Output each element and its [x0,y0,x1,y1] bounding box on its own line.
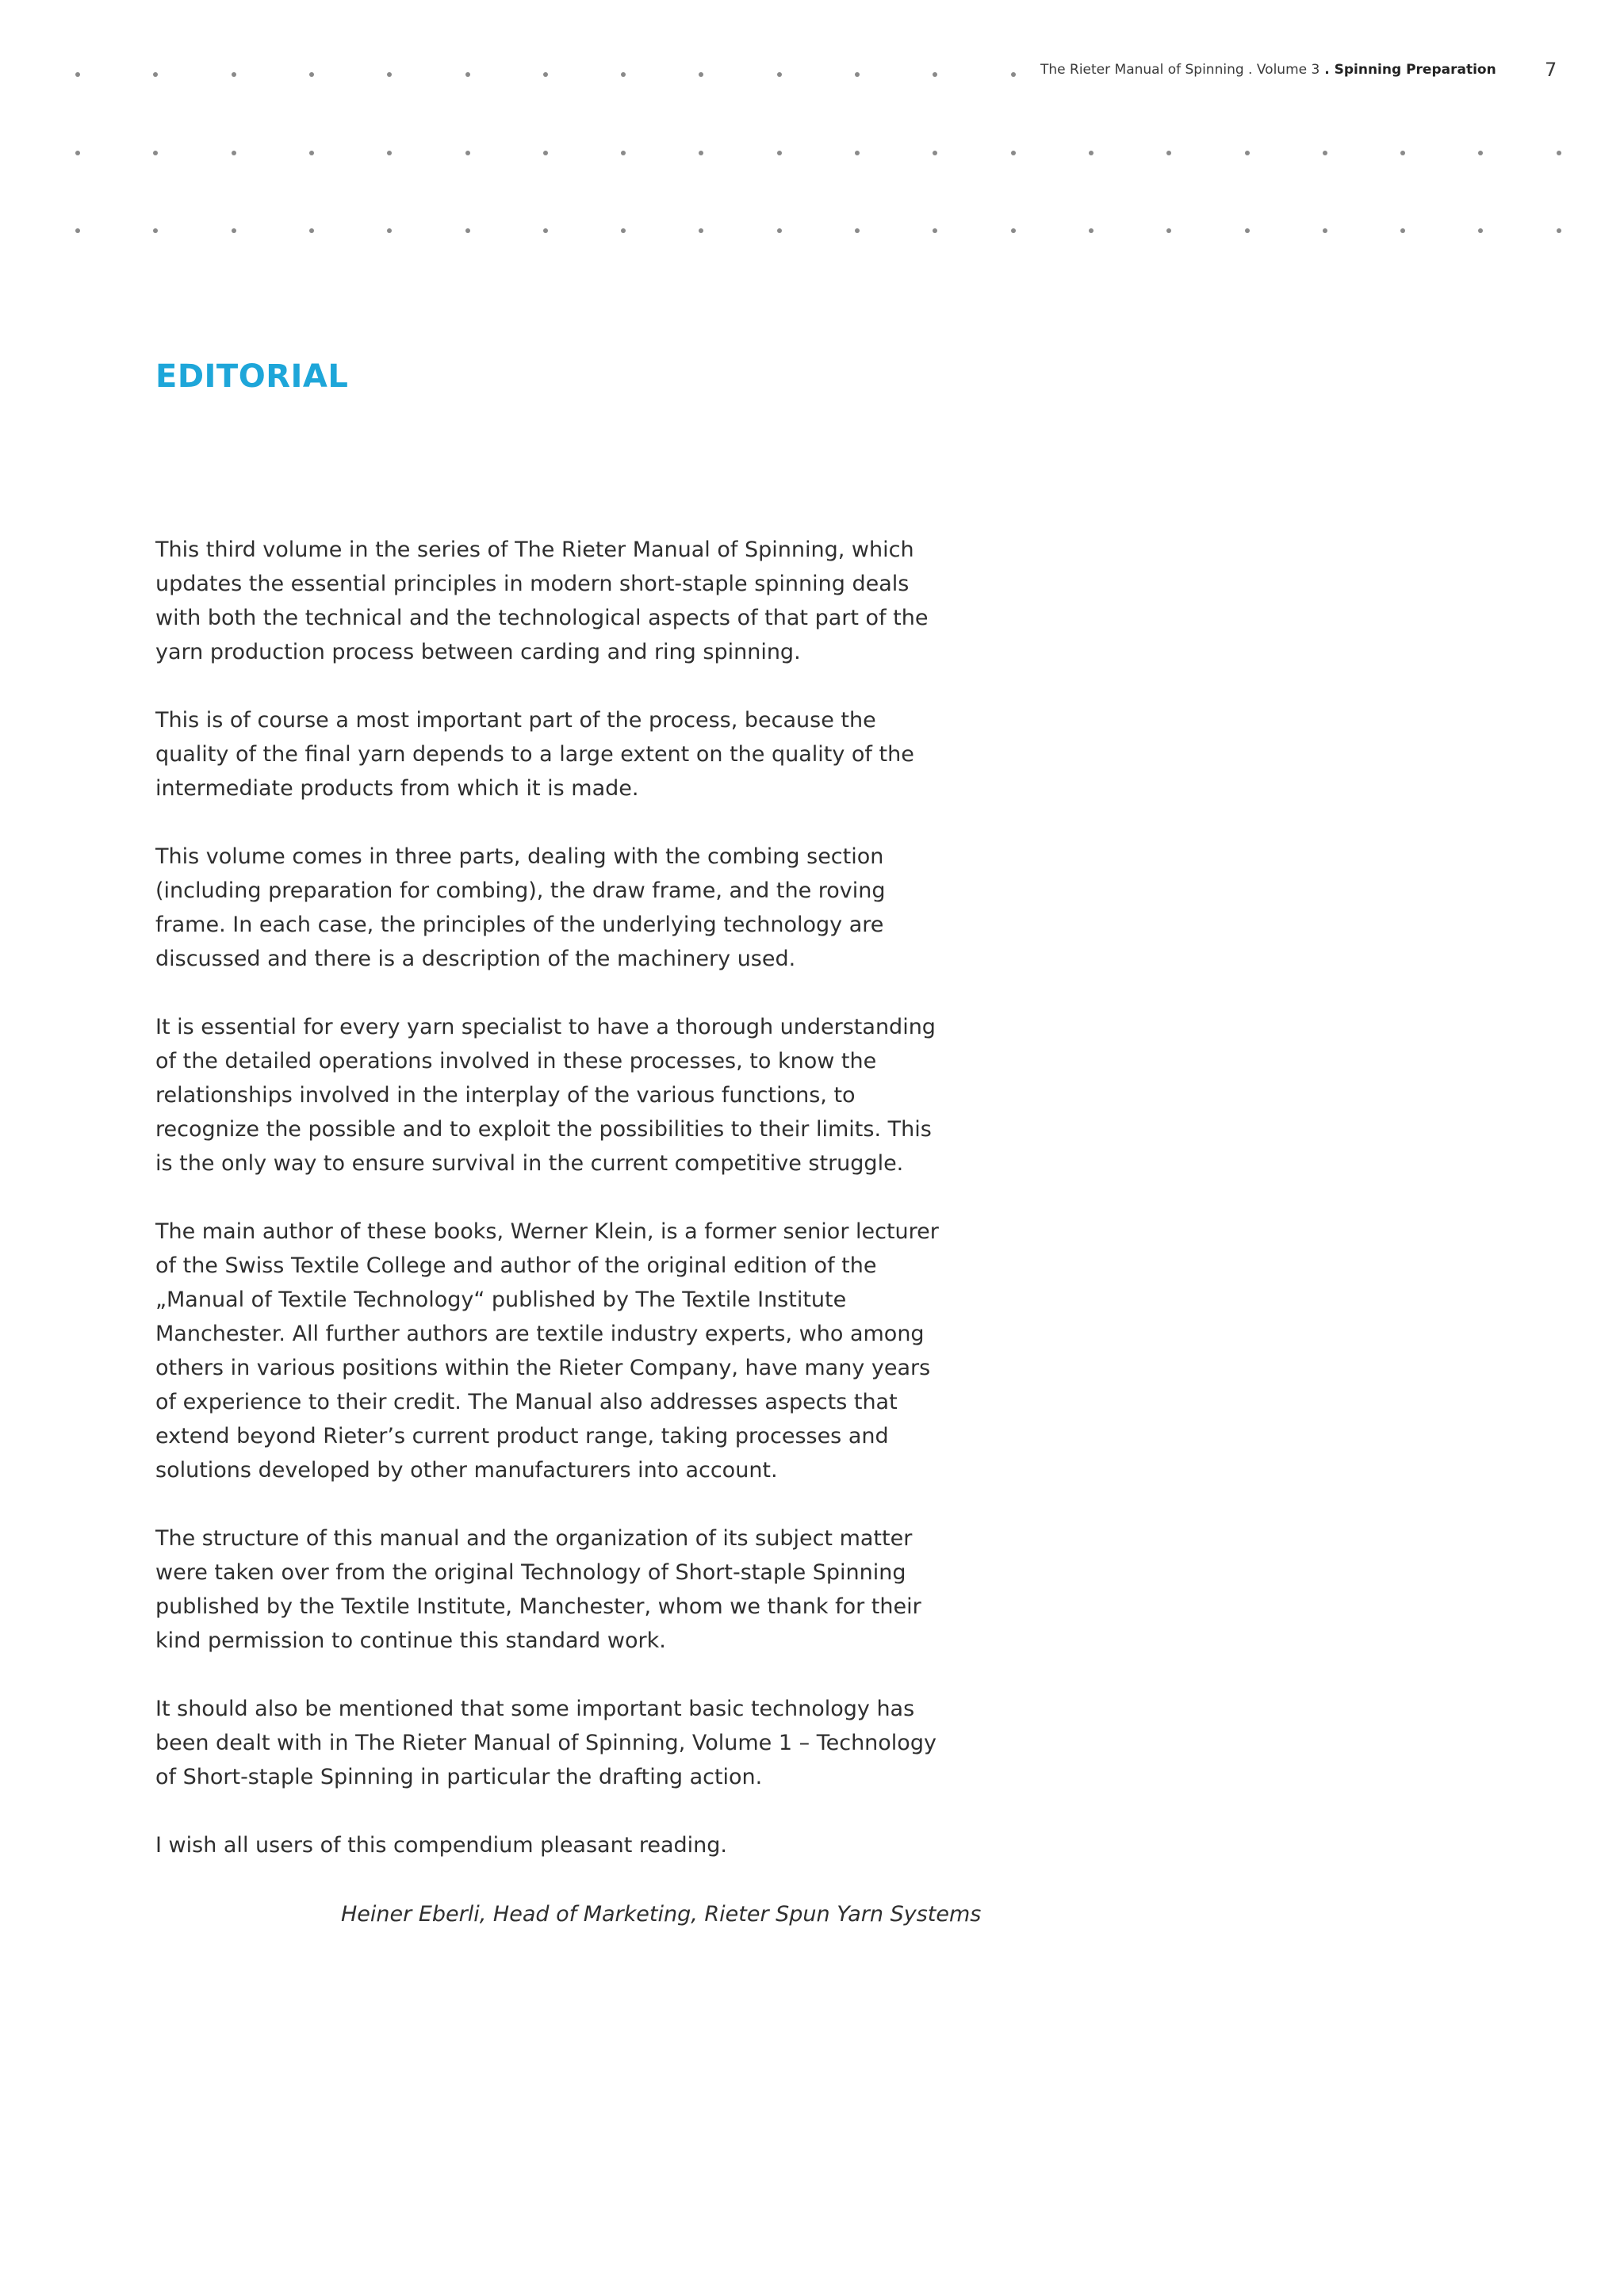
decorative-dot [232,72,236,77]
decorative-dot [855,72,860,77]
decorative-dot [543,72,548,77]
decorative-dot [153,228,158,233]
decorative-dot [699,72,703,77]
decorative-dot [777,151,782,155]
decorative-dot [777,228,782,233]
decorative-dot [153,151,158,155]
decorative-dot [232,151,236,155]
decorative-dot [621,72,626,77]
decorative-dot-grid [0,0,1624,254]
decorative-dot [75,228,80,233]
decorative-dot [1166,151,1171,155]
paragraph: The structure of this manual and the organization of its subject matter were taken over from the original Technology of Short-staple Spinning published by the Textile Institute, Manchester, whom we thank for their kind permission to continue this standard work. [155,1526,921,1653]
decorative-dot [465,151,470,155]
page-number: 7 [1545,59,1557,81]
decorative-dot [543,228,548,233]
decorative-dot [621,228,626,233]
decorative-dot [933,228,937,233]
decorative-dot [1400,228,1405,233]
decorative-dot [1011,151,1016,155]
decorative-dot [465,72,470,77]
paragraph: This is of course a most important part of the process, because the quality of the final yarn depends to a large extent on the quality of the intermediate products from which it is made. [155,708,914,801]
decorative-dot [933,72,937,77]
paragraph: This volume comes in three parts, dealing with the combing section (including preparation for combing), the draw frame, and the roving frame. In each case, the principles of the underlying technology are discussed and there is a description of the machinery used. [155,844,886,971]
decorative-dot [153,72,158,77]
decorative-dot [309,228,314,233]
decorative-dot [699,228,703,233]
decorative-dot [1400,151,1405,155]
decorative-dot [1478,151,1483,155]
decorative-dot [465,228,470,233]
decorative-dot [1089,228,1094,233]
decorative-dot [1557,151,1561,155]
decorative-dot [1557,228,1561,233]
decorative-dot [933,151,937,155]
decorative-dot [309,151,314,155]
decorative-dot [1245,151,1250,155]
editorial-body [155,533,940,1896]
decorative-dot [387,228,392,233]
decorative-dot [699,151,703,155]
running-header-volume-title: . Spinning Preparation [1320,62,1496,78]
decorative-dot [75,72,80,77]
decorative-dot [1323,228,1327,233]
decorative-dot [543,151,548,155]
decorative-dot [1011,228,1016,233]
decorative-dot [1245,228,1250,233]
decorative-dot [777,72,782,77]
paragraph: This third volume in the series of The Rieter Manual of Spinning, which updates the essential principles in modern short-staple spinning deals with both the technical and the technological aspects of that part of the yarn production process between carding and ring spinning. [155,538,929,664]
decorative-dot [387,151,392,155]
decorative-dot [1011,72,1016,77]
decorative-dot [1166,228,1171,233]
decorative-dot [309,72,314,77]
decorative-dot [1478,228,1483,233]
running-header-series: The Rieter Manual of Spinning . Volume 3 [1040,62,1320,78]
decorative-dot [1089,151,1094,155]
decorative-dot [855,228,860,233]
decorative-dot [75,151,80,155]
paragraph: The main author of these books, Werner Klein, is a former senior lecturer of the Swiss Textile College and author of the original edition of the „Manual of Textile Technology“ published by The Textile Institute Manchester. All further authors are textile industry experts, who among others in various positions within the Rieter Company, have many years of experience to their credit. The Manual also addresses aspects that extend beyond Rieter’s current product range, taking processes and solutions developed by other manufacturers into account. [155,1219,939,1483]
decorative-dot [1323,151,1327,155]
decorative-dot [621,151,626,155]
signature: Heiner Eberli, Head of Marketing, Rieter Spun Yarn Systems [341,1902,982,1927]
decorative-dot [855,151,860,155]
decorative-dot [387,72,392,77]
paragraph: It is essential for every yarn specialist to have a thorough understanding of the detailed operations involved in these processes, to know the relationships involved in the interplay of the various functions, to recognize the possible and to exploit the possibilities to their limits. This is the only way to ensure survival in the current competitive struggle. [155,1015,936,1176]
paragraph: I wish all users of this compendium pleasant reading. [155,1833,728,1858]
paragraph: It should also be mentioned that some important basic technology has been dealt with in The Rieter Manual of Spinning, Volume 1 – Technology of Short-staple Spinning in particular the drafting action. [155,1697,936,1789]
decorative-dot [232,228,236,233]
page-title: EDITORIAL [155,358,349,395]
running-header [1040,62,1496,78]
